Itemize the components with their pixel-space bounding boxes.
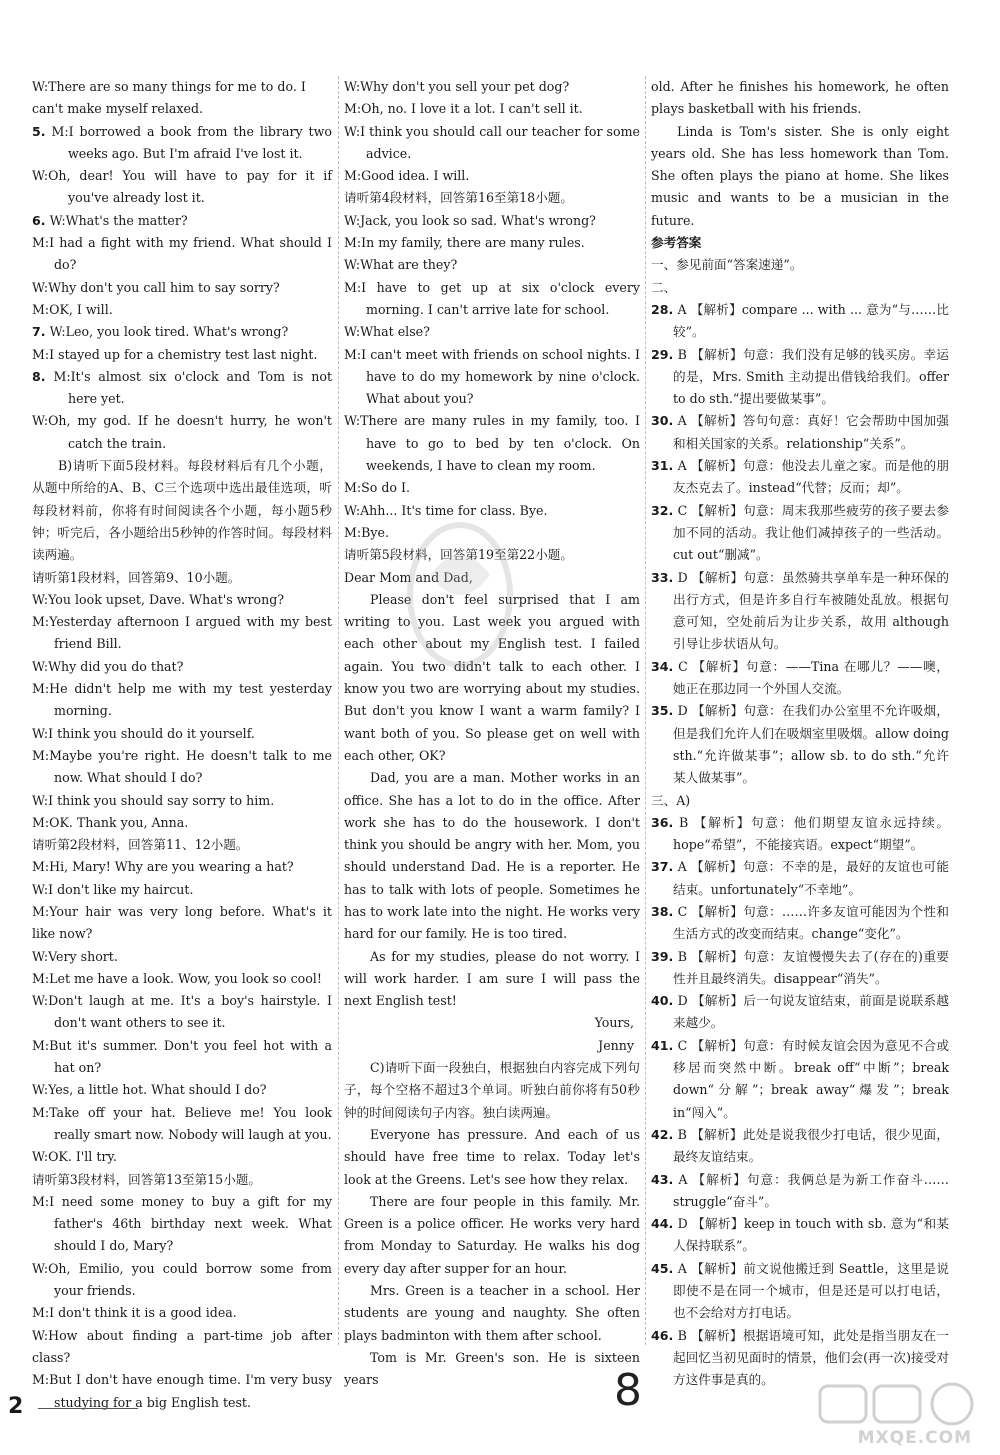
answer-item: [651, 299, 949, 344]
answer-text: A 【解析】句意：我俩总是为新工作奋斗……struggle“奋斗”。: [673, 1171, 949, 1209]
paragraph-text: Jenny: [598, 1037, 634, 1053]
faint-stamp-mark: [400, 515, 520, 675]
paragraph-text: W:Leo, you look tired. What's wrong?: [49, 324, 289, 340]
dialogue-line: [344, 1124, 640, 1191]
dialogue-line: [344, 254, 640, 276]
dialogue-line: [32, 990, 332, 1035]
answer-number: 45.: [651, 1260, 674, 1276]
answer-item: [651, 567, 949, 656]
dialogue-line: [32, 1035, 332, 1080]
answer-item: [651, 1258, 949, 1325]
paragraph-text: Tom is Mr. Green's son. He is sixteen years: [344, 1349, 640, 1388]
dialogue-line: [32, 745, 332, 790]
answer-number: 44.: [651, 1216, 674, 1232]
paragraph-text: W:I think you should say sorry to him.: [32, 792, 275, 808]
dialogue-line: [32, 856, 332, 878]
answer-number: 39.: [651, 948, 674, 964]
answer-item: [651, 901, 949, 946]
watermark-logo: [818, 1380, 978, 1428]
paragraph-text: W:There are so many things for me to do. I: [32, 79, 306, 94]
paragraph-text: M:I don't think it is a good idea.: [32, 1305, 237, 1321]
paragraph-text: W:How about finding a part-time job after class?: [32, 1327, 332, 1365]
paragraph-text: B)请听下面5段材料。每段材料后有几个小题，从题中所给的A、B、C三个选项中选出最佳选项，听每段材料前，你将有时间阅读各个小题，每小题5秒钟；听完后，各小题给出5秒钟的作答时间。每段材料读两遍。: [32, 458, 332, 563]
paragraph-text: Dad, you are a man. Mother works in an office. She has a lot to do in the office. After work she has to do the housework. I don't think you should be angry with her. Mom, you should understand Dad. He is a reporter. He has to talk with lots of people. Sometimes he has to work late into the night. He works very hard for our family. He is too tired.: [344, 770, 640, 942]
paragraph-text: M:He didn't help me with my test yesterday morning.: [32, 681, 332, 719]
page-number: 2: [8, 1394, 24, 1419]
answer-item: [651, 990, 949, 1035]
dialogue-line: [32, 210, 332, 232]
dialogue-line: [32, 1146, 332, 1168]
answer-item: [651, 1213, 949, 1258]
paragraph-text: W:There are many rules in my family, too. I have to go to bed by ten o'clock. On weekends, I have to clean my room.: [344, 413, 640, 474]
paragraph-text: W:Oh, my god. If he doesn't hurry, he won't catch the train.: [32, 413, 332, 451]
paragraph-text: M:OK. Thank you, Anna.: [32, 814, 189, 830]
paragraph-text: 请听第4段材料，回答第16至第18小题。: [344, 190, 573, 206]
paragraph-text: W:What else?: [344, 324, 430, 340]
paragraph-text: M:I can't meet with friends on school nights. I have to do my homework by nine o'clock. What about you?: [344, 346, 640, 407]
answer-number: 28.: [651, 301, 674, 317]
dialogue-line: [344, 76, 640, 98]
paragraph-text: 请听第5段材料，回答第19至第22小题。: [344, 547, 573, 563]
dialogue-line: [32, 98, 332, 120]
answer-number: 34.: [651, 658, 674, 674]
paragraph-text: M:I have to get up at six o'clock every morning. I can't arrive late for school.: [344, 279, 640, 317]
paragraph-text: W:What's the matter?: [49, 212, 188, 228]
dialogue-line: [344, 1012, 640, 1034]
answer-item: [651, 1035, 949, 1124]
dialogue-line: [344, 477, 640, 499]
dialogue-line: [32, 1325, 332, 1370]
answer-text: B 【解析】句意：我们没有足够的钱买房。幸运的是，Mrs. Smith 主动提出借钱给我们。offer to do sth.“提出要做某事”。: [673, 346, 949, 407]
paragraph-text: M:I borrowed a book from the library two weeks ago. But I'm afraid I've lost it.: [51, 123, 332, 161]
dialogue-line: [344, 1280, 640, 1347]
dialogue-line: [32, 834, 332, 856]
paragraph-text: M:But I don't have enough time. I'm very busy studying for a big English test.: [32, 1372, 332, 1410]
answer-text: A 【解析】前文说他搬迁到 Seattle，这里是说即使不是在同一个城市，但是还是可以打电话，也不会给对方打电话。: [673, 1260, 949, 1321]
paragraph-text: M:OK, I will.: [32, 301, 113, 317]
paragraph-text: M:In my family, there are many rules.: [344, 235, 585, 251]
dialogue-line: [32, 344, 332, 366]
paragraph-text: W:Jack, you look so sad. What's wrong?: [344, 212, 596, 228]
paragraph-text: Mrs. Green is a teacher in a school. Her students are young and naughty. She often plays badminton with them after school.: [344, 1283, 640, 1343]
answer-number: 43.: [651, 1171, 674, 1187]
paragraph-text: M:Bye.: [344, 524, 389, 540]
answer-item: [651, 1124, 949, 1169]
dialogue-line: [32, 1079, 332, 1101]
answer-text: A 【解析】compare ... with ... 意为“与……比较”。: [673, 301, 949, 340]
paragraph-text: W:Yes, a little hot. What should I do?: [32, 1082, 267, 1098]
answer-text: B 【解析】此处是说我很少打电话，很少见面，最终友谊结束。: [673, 1126, 949, 1165]
paragraph-text: M:Maybe you're right. He doesn't talk to me now. What should I do?: [32, 747, 332, 786]
answer-item: [651, 656, 949, 701]
paragraph-text: W:Ahh... It's time for class. Bye.: [344, 502, 548, 518]
monologue-paragraph: [651, 121, 949, 232]
answer-item: [651, 812, 949, 857]
dialogue-line: [32, 589, 332, 611]
dialogue-line: [32, 1191, 332, 1258]
dialogue-line: [32, 901, 332, 946]
paragraph-text: 请听第3段材料，回答第13至第15小题。: [32, 1171, 261, 1187]
answers-section-two: 二、: [651, 279, 677, 295]
column-divider-left: [338, 76, 339, 1345]
paragraph-text: M:Your hair was very long before. What's it like now?: [32, 903, 332, 942]
paragraph-text: M:But it's summer. Don't you feel hot with a hat on?: [32, 1037, 332, 1076]
dialogue-line: [32, 567, 332, 589]
monologue-paragraph: [651, 76, 949, 121]
answer-text: C 【解析】句意：周末我那些疲劳的孩子要去参加不同的活动。我让他们减掉孩子的一些活动。cut out“删减”。: [673, 502, 949, 563]
dialogue-line: [32, 232, 332, 277]
paragraph-text: M:So do I.: [344, 480, 410, 496]
paragraph-text: W:You look upset, Dave. What's wrong?: [32, 591, 285, 607]
paragraph-text: W:I think you should do it yourself.: [32, 725, 255, 741]
dialogue-line: [32, 656, 332, 678]
dialogue-line: [32, 121, 332, 166]
paragraph-text: 请听第2段材料，回答第11、12小题。: [32, 837, 249, 853]
answer-item: [651, 500, 949, 567]
paragraph-text: M:I had a fight with my friend. What should I do?: [32, 235, 332, 273]
dialogue-line: [344, 1347, 640, 1392]
watermark-url: MXQE.COM: [857, 1428, 972, 1448]
dialogue-line: [32, 812, 332, 834]
dialogue-line: [32, 790, 332, 812]
answer-item: [651, 410, 949, 455]
right-column: [651, 76, 949, 1388]
answer-number: 31.: [651, 458, 674, 474]
answer-text: A 【解析】答句句意：真好！它会帮助中国加强和相关国家的关系。relationship“关系”。: [673, 413, 949, 451]
dialogue-line: [344, 1057, 640, 1124]
paragraph-text: old. After he finishes his homework, he often plays basketball with his friends.: [651, 79, 949, 117]
answer-item: [651, 1169, 949, 1214]
dialogue-line: [32, 1169, 332, 1191]
paragraph-text: W:Don't laugh at me. It's a boy's hairstyle. I don't want others to see it.: [32, 993, 332, 1031]
answer-number: 32.: [651, 502, 674, 518]
dialogue-line: [32, 723, 332, 745]
left-column: [32, 76, 333, 1410]
paragraph-text: W:I think you should call our teacher for some advice.: [344, 123, 640, 161]
answer-text: D 【解析】句意：在我们办公室里不允许吸烟，但是我们允许人们在吸烟室里吸烟。allow doing sth.“允许做某事”；allow sb. to do sth.“允许某人做某事”。: [673, 703, 949, 786]
dialogue-line: [344, 232, 640, 254]
answer-item: [651, 946, 949, 991]
dialogue-line: [344, 321, 640, 343]
paragraph-text: W:Very short.: [32, 948, 118, 964]
paragraph-text: M:I stayed up for a chemistry test last night.: [32, 346, 318, 362]
answer-number: 46.: [651, 1327, 674, 1343]
dialogue-line: [344, 767, 640, 945]
paragraph-text: W:What are they?: [344, 257, 458, 273]
item-number: 5.: [32, 123, 46, 139]
dialogue-line: [32, 1302, 332, 1324]
answer-text: A 【解析】句意：不幸的是，最好的友谊也可能结束。unfortunately“不幸地”。: [673, 859, 949, 897]
paragraph-text: W:Why don't you call him to say sorry?: [32, 279, 280, 295]
dialogue-line: [344, 121, 640, 166]
answer-text: C 【解析】句意：有时候友谊会因为意见不合或移居而突然中断。break off“中断”；break down“分解”；break away“爆发”；break in“闯入”。: [673, 1037, 949, 1120]
paragraph-text: W:Why don't you sell your pet dog?: [344, 79, 570, 94]
paragraph-text: W:OK. I'll try.: [32, 1149, 117, 1165]
answer-number: 30.: [651, 413, 674, 429]
answer-item: [651, 344, 949, 411]
dialogue-line: [344, 165, 640, 187]
answers-section-one: 一、参见前面“答案速递”。: [651, 257, 803, 273]
answer-number: 41.: [651, 1037, 674, 1053]
dialogue-line: [344, 410, 640, 477]
answers-list-a: [651, 299, 949, 790]
answer-text: A 【解析】句意：他没去儿童之家。而是他的朋友杰克去了。instead“代替；反而；却”。: [673, 458, 949, 496]
paragraph-text: can't make myself relaxed.: [32, 101, 204, 117]
middle-column: [344, 76, 640, 1388]
dialogue-line: [344, 187, 640, 209]
answer-item: [651, 700, 949, 789]
paragraph-text: Yours,: [594, 1015, 634, 1031]
dialogue-line: [32, 76, 332, 98]
answers-list-b: [651, 812, 949, 1392]
answers-heading: 参考答案: [651, 235, 702, 251]
dialogue-line: [32, 277, 332, 299]
paragraph-text: C)请听下面一段独白，根据独白内容完成下列句子，每个空格不超过3个单词。听独白前你将有50秒钟的时间阅读句子内容。独白读两遍。: [344, 1060, 640, 1120]
dialogue-line: [32, 366, 332, 411]
item-number: 6.: [32, 212, 46, 228]
answer-number: 36.: [651, 814, 674, 830]
monologue-continuation: [651, 76, 949, 232]
dialogue-line: [32, 879, 332, 901]
dialogue-line: [344, 344, 640, 411]
paragraph-text: M:Let me have a look. Wow, you look so cool!: [32, 970, 322, 986]
dialogue-line: [344, 946, 640, 1013]
answer-number: 38.: [651, 903, 674, 919]
dialogue-line: [344, 1035, 640, 1057]
answer-number: 29.: [651, 346, 674, 362]
answer-number: 35.: [651, 703, 674, 719]
paragraph-text: M:I need some money to buy a gift for my father's 46th birthday next week. What should I do, Mary?: [32, 1193, 332, 1254]
answer-item: [651, 856, 949, 901]
item-number: 7.: [32, 324, 46, 340]
answer-text: D 【解析】后一句说友谊结束，前面是说联系越来越少。: [673, 993, 949, 1031]
paragraph-text: M:Oh, no. I love it a lot. I can't sell it.: [344, 101, 583, 117]
paragraph-text: 请听第1段材料，回答第9、10小题。: [32, 569, 241, 585]
paragraph-text: Everyone has pressure. And each of us should have free time to relax. Today let's look at the Greens. Let's see how they relax.: [344, 1126, 640, 1187]
answer-text: B 【解析】句意：友谊慢慢失去了(存在的)重要性并且最终消失。disappear“消失”。: [673, 948, 949, 986]
paragraph-text: M:Good idea. I will.: [344, 168, 470, 184]
dialogue-line: [32, 1102, 332, 1147]
dialogue-line: [32, 321, 332, 343]
dialogue-line: [344, 1191, 640, 1280]
answer-text: C 【解析】句意：——Tina 在哪儿？——噢，她正在那边同一个外国人交流。: [673, 658, 949, 697]
answer-text: B 【解析】句意：他们期望友谊永远持续。hope“希望”，不能接宾语。expect“期望”。: [673, 814, 949, 853]
handwritten-mark: 8: [614, 1365, 642, 1416]
paragraph-text: W:Why did you do that?: [32, 658, 184, 674]
dialogue-line: [32, 1258, 332, 1303]
paragraph-text: M:Take off your hat. Believe me! You look really smart now. Nobody will laugh at you.: [32, 1104, 332, 1142]
dialogue-line: [32, 299, 332, 321]
dialogue-line: [344, 98, 640, 120]
dialogue-line: [32, 678, 332, 723]
answer-text: D 【解析】句意：虽然骑共享单车是一种环保的出行方式，但是许多自行车被随处乱放。根据句意可知，空处前后为让步关系，故用 although 引导让步状语从句。: [673, 569, 949, 652]
paragraph-text: W:Oh, Emilio, you could borrow some from your friends.: [32, 1260, 332, 1299]
dialogue-line: [32, 165, 332, 210]
answer-number: 33.: [651, 569, 674, 585]
answer-number: 40.: [651, 993, 674, 1009]
paragraph-text: Linda is Tom's sister. She is only eight years old. She has less homework than Tom. She often plays the piano at home. She likes music and wants to be a musician in the future.: [651, 123, 949, 228]
paragraph-text: As for my studies, please do not worry. I will work harder. I am sure I will pass the next English test!: [344, 948, 640, 1009]
column-divider-right: [645, 76, 646, 1345]
dialogue-line: [32, 410, 332, 455]
dialogue-line: [344, 210, 640, 232]
dialogue-line: [344, 277, 640, 322]
dialogue-line: [32, 611, 332, 656]
footer-rule: [38, 1408, 138, 1409]
paragraph-text: M:It's almost six o'clock and Tom is not here yet.: [53, 368, 333, 407]
answer-text: D 【解析】keep in touch with sb. 意为“和某人保持联系”。: [673, 1216, 949, 1254]
answer-item: [651, 455, 949, 500]
answers-section-three: 三、A): [651, 792, 691, 808]
answer-text: C 【解析】句意：……许多友谊可能因为个性和生活方式的改变而结束。change“变化”。: [673, 903, 949, 942]
paragraph-text: M:Hi, Mary! Why are you wearing a hat?: [32, 859, 294, 875]
dialogue-line: [32, 946, 332, 968]
paragraph-text: Dear Mom and Dad,: [344, 569, 473, 585]
dialogue-line: [32, 968, 332, 990]
dialogue-line: [32, 455, 332, 566]
answer-number: 37.: [651, 859, 674, 875]
paragraph-text: M:Yesterday afternoon I argued with my best friend Bill.: [32, 614, 332, 652]
answer-number: 42.: [651, 1126, 674, 1142]
paragraph-text: W:I don't like my haircut.: [32, 881, 194, 897]
paragraph-text: There are four people in this family. Mr. Green is a police officer. He works very hard from Monday to Saturday. He walks his dog every day after supper for an hour.: [344, 1193, 640, 1276]
paragraph-text: Please don't feel surprised that I am writing to you. Last week you argued with each other about my English test. I failed again. You two didn't talk to each other. I know you two are worrying about my studies. But don't you know I want a warm family? I want both of you. So please get on well with each other, OK?: [344, 591, 640, 763]
answer-text: B 【解析】根据语境可知，此处是指当朋友在一起回忆当初见面时的情景，他们会(再一次)接受对方这件事是真的。: [673, 1327, 949, 1388]
item-number: 8.: [32, 368, 46, 384]
paragraph-text: W:Oh, dear! You will have to pay for it if you've already lost it.: [32, 168, 332, 206]
